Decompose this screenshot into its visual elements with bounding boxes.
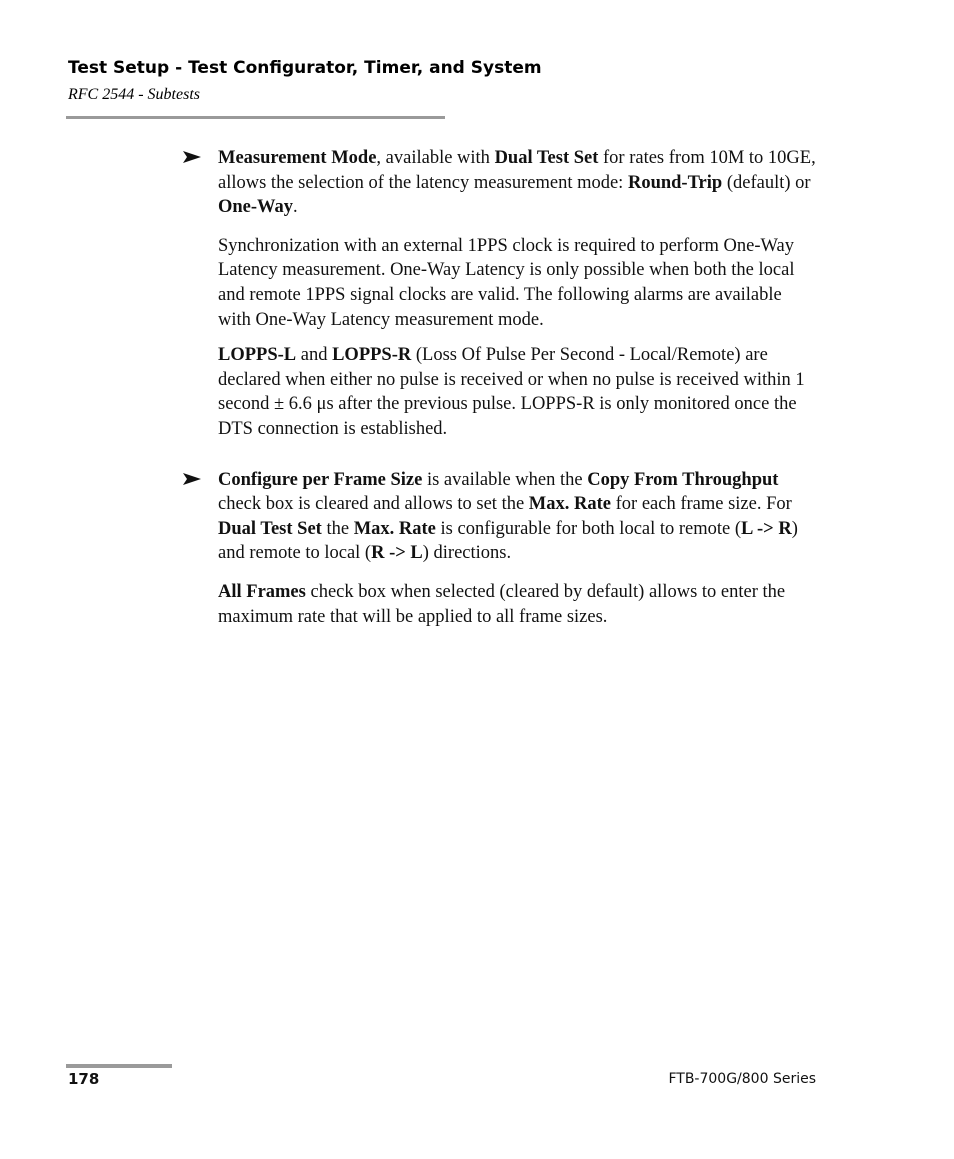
term-dual-test-set: Dual Test Set [494,148,599,168]
page-header [68,56,788,106]
term-configure-per-frame-size: Configure per Frame Size [218,469,423,490]
configure-per-frame-size-text [218,468,818,566]
list-item-configure-per-frame-size [218,468,818,566]
text-span: (Loss Of Pulse Per Second - Local/Remote) are declared when either no pulse is received or when no pulse is received within 1 second ± 6.6 μs after the previous pulse. LOPPS-R is only monitored once the DTS connection is established. [218,345,805,439]
header-divider [66,116,445,119]
section-subtitle: RFC 2544 - Subtests [68,86,200,103]
all-frames-paragraph [218,580,818,629]
text-span: check box when selected (cleared by default) allows to enter the maximum rate that will be applied to all frame sizes. [218,581,786,627]
text-span: the [321,518,354,539]
term-r-to-l: R -> L [371,543,423,564]
term-l-to-r: L -> R [741,518,792,539]
text-span: is available when the [422,469,588,490]
term-lopps-r: LOPPS-R [332,345,412,366]
text-span: is configurable for both local to remote ( [435,518,742,539]
text-span: for each frame size. For [611,494,792,515]
term-measurement-mode: Measurement Mode [218,148,377,168]
measurement-mode-text [218,146,818,220]
lopps-paragraph [218,343,818,441]
term-max-rate: Max. Rate [353,518,436,539]
product-series: FTB-700G/800 Series [668,1071,816,1087]
text-span: check box is cleared and allows to set the [218,494,529,515]
text-span: and [296,345,333,366]
body-content [218,146,818,640]
text-span: (default) or [722,172,811,193]
list-item-measurement-mode [218,146,818,220]
term-max-rate: Max. Rate [528,494,611,515]
term-round-trip: Round-Trip [627,172,723,193]
arrowhead-bullet-icon [182,469,202,489]
term-dual-test-set: Dual Test Set [218,518,322,539]
term-all-frames: All Frames [218,581,306,602]
arrowhead-bullet-icon [182,147,202,167]
text-span: for rates from 10M to 10GE, allows the selection of the latency measurement mode: [218,148,816,193]
page-number: 178 [68,1070,100,1088]
term-one-way: One-Way [218,197,294,218]
text-span: ) and remote to local ( [218,518,798,564]
text-span: ) directions. [422,543,512,564]
synchronization-paragraph: Synchronization with an external 1PPS clock is required to perform One-Way Latency measurement. One-Way Latency is only possible when both the local and remote 1PPS signal clocks are valid. The following alarms are available with One-Way Latency measurement mode. [218,235,795,330]
term-lopps-l: LOPPS-L [218,345,297,366]
section-title: Test Setup - Test Configurator, Timer, and System [68,58,542,78]
text-span: , available with [376,148,495,168]
term-copy-from-throughput: Copy From Throughput [587,469,779,490]
text-span: . [293,197,298,218]
